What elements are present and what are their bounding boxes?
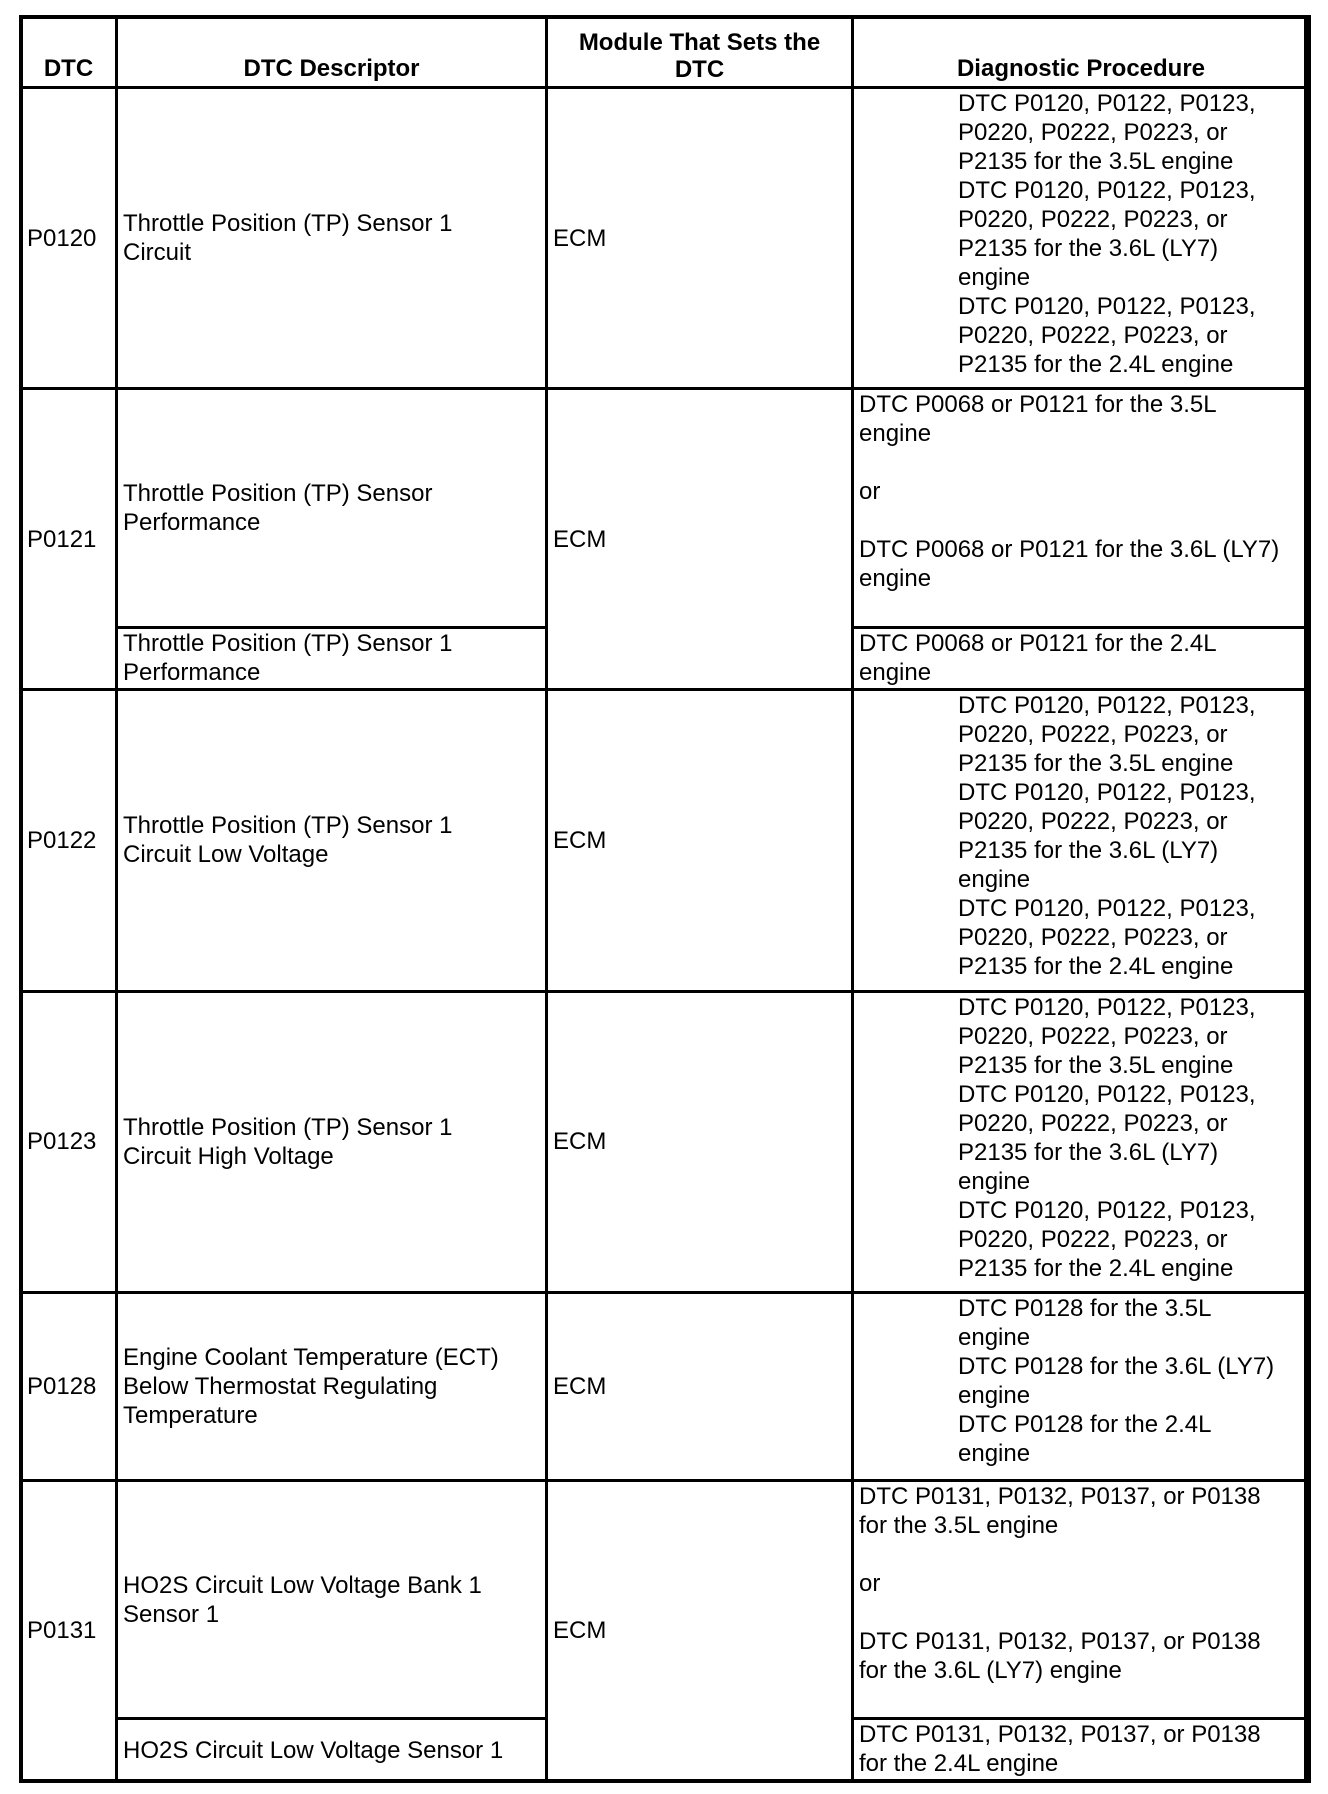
procedure-line: engine (859, 658, 932, 686)
procedure-line: DTC P0120, P0122, P0123, (958, 895, 1256, 923)
procedure-line: DTC P0120, P0122, P0123, (958, 993, 1256, 1021)
procedure-line: P2135 for the 2.4L engine (958, 351, 1234, 378)
procedure-line: P0220, P0222, P0223, or (958, 721, 1228, 749)
header-dtc: DTC (21, 17, 117, 88)
descriptor-line: Throttle Position (TP) Sensor 1 (123, 210, 453, 238)
dtc-module: ECM (547, 88, 853, 389)
procedure-line: DTC P0120, P0122, P0123, (958, 1080, 1256, 1108)
procedure-line: engine (859, 565, 932, 593)
descriptor-line: Performance (123, 508, 261, 536)
descriptor-line: HO2S Circuit Low Voltage Sensor 1 (123, 1736, 504, 1764)
procedure-line: DTC P0131, P0132, P0137, or P0138 (859, 1721, 1261, 1749)
dtc-module: ECM (547, 389, 853, 690)
procedure-line: DTC P0128 for the 2.4L (958, 1410, 1212, 1438)
procedure-line: P2135 for the 3.5L engine (958, 750, 1234, 778)
procedure-line: P0220, P0222, P0223, or (958, 1022, 1228, 1050)
procedure-line: engine (958, 264, 1031, 291)
procedure-line: DTC P0120, P0122, P0123, (958, 90, 1256, 117)
procedure-line: engine (958, 1167, 1031, 1195)
descriptor-line: Circuit (123, 239, 192, 267)
dtc-code: P0128 (21, 1292, 117, 1480)
procedure-line: P0220, P0222, P0223, or (958, 1225, 1228, 1253)
dtc-code: P0120 (21, 88, 117, 389)
procedure-line: for the 3.5L engine (859, 1511, 1059, 1539)
dtc-code: P0123 (21, 991, 117, 1292)
dtc-module: ECM (547, 690, 853, 991)
header-descriptor: DTC Descriptor (117, 17, 547, 88)
descriptor-line: Sensor 1 (123, 1600, 220, 1628)
dtc-module: ECM (547, 1480, 853, 1781)
descriptor-line: Throttle Position (TP) Sensor 1 (123, 630, 453, 658)
procedure-line: P2135 for the 2.4L engine (958, 1254, 1234, 1282)
procedure-line: DTC P0120, P0122, P0123, (958, 293, 1256, 320)
descriptor-line: Circuit High Voltage (123, 1142, 334, 1170)
procedure-line: P2135 for the 3.6L (LY7) (958, 235, 1219, 262)
procedure-line: P0220, P0222, P0223, or (958, 1109, 1228, 1137)
dtc-code: P0122 (21, 690, 117, 991)
procedure-or: or (859, 478, 881, 506)
header-module: Module That Sets the DTC (547, 17, 853, 88)
descriptor-line: Throttle Position (TP) Sensor (123, 479, 433, 507)
procedure-line: DTC P0120, P0122, P0123, (958, 692, 1256, 720)
procedure-line: P0220, P0222, P0223, or (958, 322, 1228, 349)
procedure-line: DTC P0120, P0122, P0123, (958, 779, 1256, 807)
procedure-line: P0220, P0222, P0223, or (958, 924, 1228, 952)
procedure-line: engine (958, 1381, 1031, 1409)
procedure-or: or (859, 1569, 881, 1597)
procedure-line: DTC P0128 for the 3.6L (LY7) (958, 1352, 1275, 1380)
procedure-line: engine (859, 420, 932, 448)
procedure-line: P0220, P0222, P0223, or (958, 206, 1228, 233)
procedure-line: DTC P0120, P0122, P0123, (958, 1196, 1256, 1224)
procedure-line: DTC P0131, P0132, P0137, or P0138 (859, 1482, 1261, 1510)
procedure-line: DTC P0131, P0132, P0137, or P0138 (859, 1627, 1261, 1655)
procedure-line: engine (958, 866, 1031, 894)
dtc-module: ECM (547, 1292, 853, 1480)
procedure-line: engine (958, 1323, 1031, 1351)
descriptor-line: Throttle Position (TP) Sensor 1 (123, 1113, 453, 1141)
descriptor-line: Below Thermostat Regulating (123, 1372, 438, 1400)
dtc-code: P0131 (21, 1480, 117, 1781)
table-outer-border (19, 15, 1308, 1783)
descriptor-line: Performance (123, 659, 261, 687)
procedure-line: engine (958, 1439, 1031, 1467)
descriptor-line: Temperature (123, 1401, 258, 1429)
descriptor-line: Throttle Position (TP) Sensor 1 (123, 812, 453, 840)
procedure-line: DTC P0128 for the 3.5L (958, 1294, 1212, 1322)
procedure-line: P0220, P0222, P0223, or (958, 119, 1228, 146)
procedure-line: P2135 for the 3.6L (LY7) (958, 837, 1219, 865)
procedure-line: P2135 for the 3.5L engine (958, 1051, 1234, 1079)
procedure-line: P0220, P0222, P0223, or (958, 808, 1228, 836)
procedure-line: P2135 for the 2.4L engine (958, 953, 1234, 981)
descriptor-line: HO2S Circuit Low Voltage Bank 1 (123, 1571, 482, 1599)
dtc-module: ECM (547, 991, 853, 1292)
procedure-line: for the 2.4L engine (859, 1750, 1059, 1778)
procedure-line: DTC P0068 or P0121 for the 3.5L (859, 391, 1217, 419)
procedure-line: DTC P0120, P0122, P0123, (958, 177, 1256, 204)
procedure-line: P2135 for the 3.5L engine (958, 148, 1234, 175)
procedure-line: for the 3.6L (LY7) engine (859, 1656, 1122, 1684)
header-procedure: Diagnostic Procedure (853, 17, 1310, 88)
procedure-line: DTC P0068 or P0121 for the 3.6L (LY7) (859, 536, 1280, 564)
procedure-line: DTC P0068 or P0121 for the 2.4L (859, 629, 1217, 657)
dtc-code: P0121 (21, 389, 117, 690)
descriptor-line: Engine Coolant Temperature (ECT) (123, 1343, 499, 1371)
descriptor-line: Circuit Low Voltage (123, 841, 329, 869)
procedure-line: P2135 for the 3.6L (LY7) (958, 1138, 1219, 1166)
